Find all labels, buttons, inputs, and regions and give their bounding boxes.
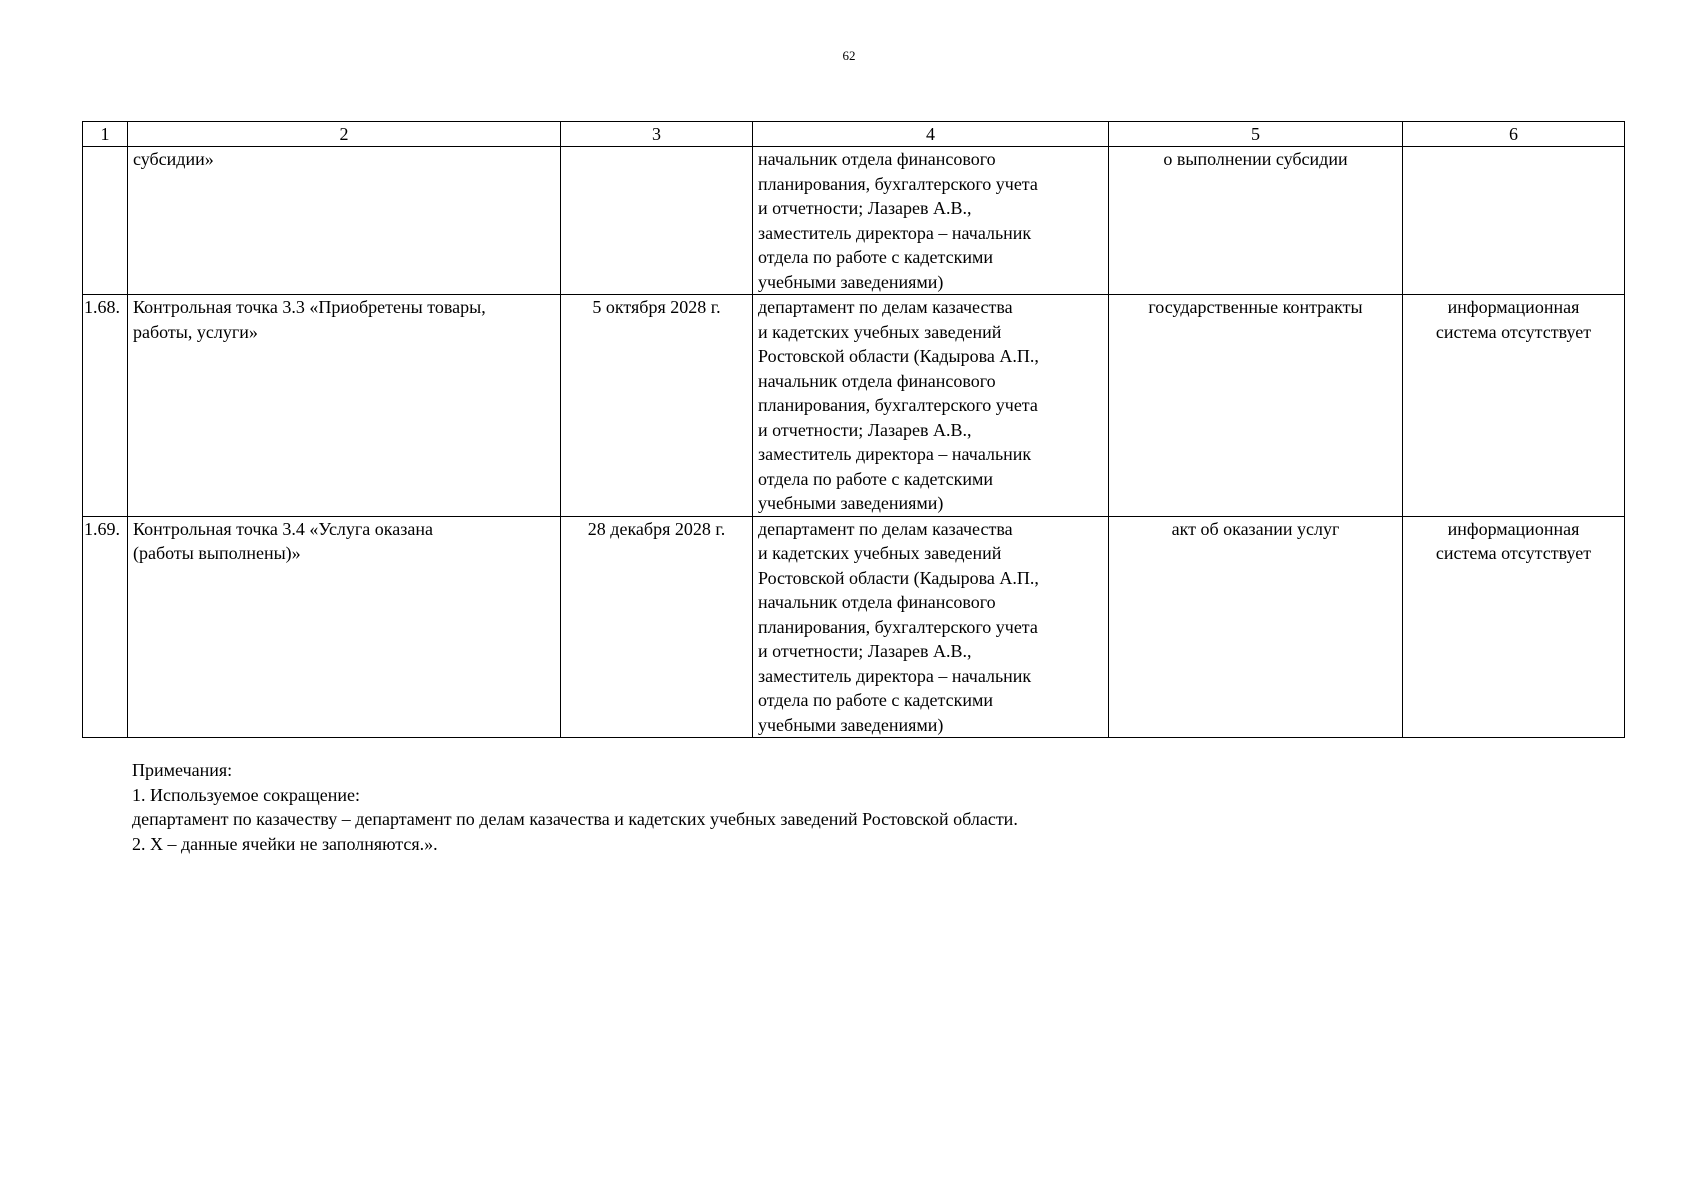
row-number-cell xyxy=(83,147,128,295)
cell-text-line: департамент по делам казачества xyxy=(758,297,1013,317)
cell-text-line: заместитель директора – начальник xyxy=(758,444,1032,464)
cell-text-line: начальник отдела финансового xyxy=(758,370,996,391)
cell-text-line: заместитель директора – начальник xyxy=(758,665,1032,686)
responsible-cell xyxy=(753,295,1109,517)
cell-text-line: система отсутствует xyxy=(1435,321,1592,342)
note-item: 2. Х – данные ячейки не заполняются.». xyxy=(132,833,438,854)
column-header: 1 xyxy=(83,122,128,147)
document-cell: акт об оказании услуг xyxy=(1109,516,1403,738)
control-point-name-cell xyxy=(128,516,561,738)
document-cell: о выполнении субсидии xyxy=(1109,147,1403,295)
row-number-cell: 1.69. xyxy=(83,516,128,738)
table-row xyxy=(83,147,1625,295)
column-header: 2 xyxy=(128,122,561,147)
cell-text-line: и отчетности; Лазарев А.В., xyxy=(758,198,972,218)
control-points-table xyxy=(82,121,1625,738)
row-number-cell: 1.68. xyxy=(83,295,128,517)
table-row xyxy=(83,516,1625,738)
cell-text-line: Контрольная точка 3.3 «Приобретены товары, xyxy=(133,297,486,317)
document-cell: государственные контракты xyxy=(1109,295,1403,517)
cell-text-line: и отчетности; Лазарев А.В., xyxy=(758,419,972,440)
cell-text-line: планирования, бухгалтерского учета xyxy=(758,395,1038,415)
cell-text-line: информационная xyxy=(1447,297,1580,317)
cell-text-line: и отчетности; Лазарев А.В., xyxy=(758,641,972,661)
responsible-cell xyxy=(753,516,1109,738)
column-header: 5 xyxy=(1109,122,1403,147)
cell-text-line: отдела по работе с кадетскими xyxy=(758,468,993,489)
control-point-name-cell xyxy=(128,295,561,517)
deadline-cell: 5 октября 2028 г. xyxy=(561,295,753,517)
information-system-cell xyxy=(1403,147,1625,295)
information-system-cell xyxy=(1403,516,1625,738)
cell-text-line: (работы выполнены)» xyxy=(133,543,301,563)
information-system-cell xyxy=(1403,295,1625,517)
cell-text-line: отдела по работе с кадетскими xyxy=(758,690,993,710)
table-header-row xyxy=(83,122,1625,147)
cell-text-line: информационная xyxy=(1447,518,1580,539)
page-number: 62 xyxy=(842,48,856,63)
cell-text-line: Ростовской области (Кадырова А.П., xyxy=(758,346,1039,366)
notes-heading: Примечания: xyxy=(132,760,233,780)
cell-text-line: планирования, бухгалтерского учета xyxy=(758,173,1038,194)
cell-text-line: и кадетских учебных заведений xyxy=(758,321,1002,342)
cell-text-line: планирования, бухгалтерского учета xyxy=(758,616,1038,637)
column-header: 3 xyxy=(561,122,753,147)
notes-section xyxy=(132,758,1018,856)
responsible-cell xyxy=(753,147,1109,295)
cell-text-line: учебными заведениями) xyxy=(758,714,944,735)
cell-text-line: отдела по работе с кадетскими xyxy=(758,247,993,267)
cell-text-line: Ростовской области (Кадырова А.П., xyxy=(758,567,1039,588)
cell-text-line: и кадетских учебных заведений xyxy=(758,543,1002,563)
cell-text-line: начальник отдела финансового xyxy=(758,149,996,169)
cell-text-line: система отсутствует xyxy=(1435,543,1592,563)
deadline-cell xyxy=(561,147,753,295)
cell-text-line: заместитель директора – начальник xyxy=(758,222,1032,243)
cell-text-line: Контрольная точка 3.4 «Услуга оказана xyxy=(133,518,433,539)
cell-text-line: департамент по делам казачества xyxy=(758,518,1013,539)
control-point-name-cell xyxy=(128,147,561,295)
note-item: 1. Используемое сокращение: xyxy=(132,784,360,805)
cell-text-line: работы, услуги» xyxy=(133,321,258,342)
table-row xyxy=(83,295,1625,517)
cell-text-line: учебными заведениями) xyxy=(758,271,944,292)
note-item: департамент по казачеству – департамент по делам казачества и кадетских учебных заведений Ростовской области. xyxy=(132,809,1018,829)
cell-text-line: учебными заведениями) xyxy=(758,493,944,513)
cell-text-line: начальник отдела финансового xyxy=(758,592,996,612)
column-header: 4 xyxy=(753,122,1109,147)
column-header: 6 xyxy=(1403,122,1625,147)
deadline-cell: 28 декабря 2028 г. xyxy=(561,516,753,738)
cell-text-line: субсидии» xyxy=(133,149,214,169)
